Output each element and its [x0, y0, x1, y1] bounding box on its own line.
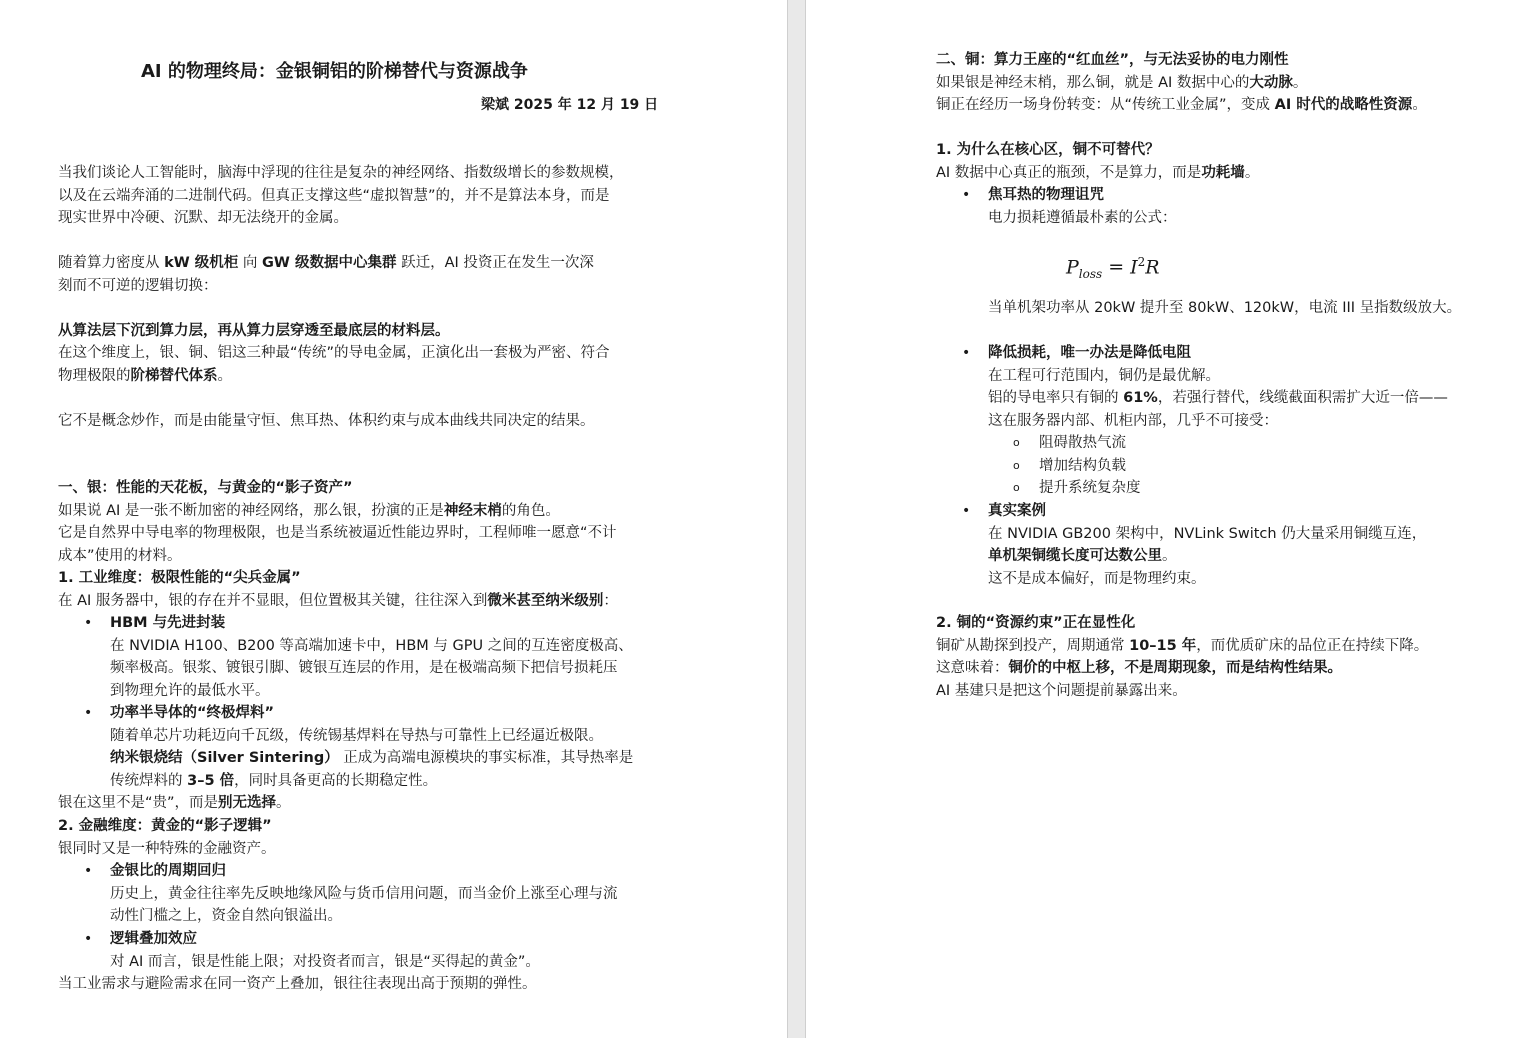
bullet-icon: • — [84, 705, 93, 721]
bullet-1-line-3: 到物理允许的最低水平。 — [110, 683, 270, 699]
sub-item-2: 增加结构负载 — [1039, 458, 1126, 474]
r-bullet-2-line-1: 在工程可行范围内，铜仍是最优解。 — [988, 368, 1220, 384]
key-thesis: 从算法层下沉到算力层，再从算力层穿透至最底层的材料层。 — [58, 323, 450, 339]
intro-line-1: 当我们谈论人工智能时，脑海中浮现的往往是复杂的神经网络、指数级增长的参数规模， — [58, 165, 624, 181]
s1-para-1: 如果说 AI 是一张不断加密的神经网络，那么银，扮演的正是神经末梢的角色。 — [58, 503, 560, 519]
r-bullet-3-line-2: 单机架铜缆长度可达数公里。 — [988, 548, 1177, 564]
bullet-2-title: 功率半导体的“终极焊料” — [110, 705, 275, 721]
para-5: 它不是概念炒作，而是由能量守恒、焦耳热、体积约束与成本曲线共同决定的结果。 — [58, 413, 595, 429]
r-bullet-3-title: 真实案例 — [988, 503, 1046, 519]
bullet-1-title: HBM 与先进封装 — [110, 615, 226, 631]
s1-para-2-line-1: 它是自然界中导电率的物理极限，也是当系统被逼近性能边界时，工程师唯一愿意“不计 — [58, 525, 617, 541]
s1-conclusion: 银在这里不是“贵”，而是别无选择。 — [58, 795, 291, 811]
sub-item-3: 提升系统复杂度 — [1039, 480, 1141, 496]
para-4-line-2: 物理极限的阶梯替代体系。 — [58, 368, 232, 384]
bullet-icon: • — [84, 931, 93, 947]
r-bullet-3-line-3: 这不是成本偏好，而是物理约束。 — [988, 571, 1206, 587]
bullet-3-line-2: 动性门槛之上，资金自然向银溢出。 — [110, 908, 342, 924]
sub-item-1: 阻碍散热气流 — [1039, 435, 1126, 451]
power-loss-formula: $P_{loss} = I^2R$ — [1066, 255, 1160, 282]
s1-h1-para: 在 AI 服务器中，银的存在并不显眼，但位置极其关键，往往深入到微米甚至纳米级别： — [58, 593, 618, 609]
section-2-heading: 二、铜：算力王座的“红血丝”，与无法妥协的电力刚性 — [936, 52, 1289, 68]
circle-bullet-icon: o — [1013, 436, 1020, 449]
section-1-heading: 一、银：性能的天花板，与黄金的“影子资产” — [58, 480, 353, 496]
s2-para-1: 如果银是神经末梢，那么铜，就是 AI 数据中心的大动脉。 — [936, 75, 1308, 91]
bullet-icon: • — [962, 187, 971, 203]
bullet-icon: • — [84, 615, 93, 631]
para-2-line-1: 随着算力密度从 kW 级机柜 向 GW 级数据中心集群 跃迁，AI 投资正在发生一次深 — [58, 255, 594, 271]
bullet-icon: • — [84, 863, 93, 879]
bullet-2-line-2: 纳米银烧结（Silver Sintering） 正成为高端电源模块的事实标准，其导热率是 — [110, 750, 634, 766]
page-gutter — [787, 0, 806, 1038]
s1-subheading-1: 1. 工业维度：极限性能的“尖兵金属” — [58, 570, 301, 586]
s2-h2-line-2: 这意味着：铜价的中枢上移，不是周期现象，而是结构性结果。 — [936, 660, 1342, 676]
bullet-2-line-1: 随着单芯片功耗迈向千瓦级，传统锡基焊料在导热与可靠性上已经逼近极限。 — [110, 728, 603, 744]
r-bullet-3-line-1: 在 NVIDIA GB200 架构中，NVLink Switch 仍大量采用铜缆互连， — [988, 526, 1427, 542]
s1-final: 当工业需求与避险需求在同一资产上叠加，银往往表现出高于预期的弹性。 — [58, 976, 537, 992]
para-4-line-1: 在这个维度上，银、铜、铝这三种最“传统”的导电金属，正演化出一套极为严密、符合 — [58, 345, 610, 361]
circle-bullet-icon: o — [1013, 459, 1020, 472]
r-bullet-1-line-1: 电力损耗遵循最朴素的公式： — [988, 210, 1177, 226]
doc-title: AI 的物理终局：金银铜铝的阶梯替代与资源战争 — [141, 61, 528, 82]
bullet-2-line-3: 传统焊料的 3–5 倍，同时具备更高的长期稳定性。 — [110, 773, 438, 789]
r-bullet-2-line-3: 这在服务器内部、机柜内部，几乎不可接受： — [988, 413, 1278, 429]
bullet-icon: • — [962, 345, 971, 361]
bullet-1-line-1: 在 NVIDIA H100、B200 等高端加速卡中，HBM 与 GPU 之间的互连密度极高、 — [110, 638, 633, 654]
bullet-1-line-2: 频率极高。银浆、镀银引脚、镀银互连层的作用，是在极端高频下把信号损耗压 — [110, 660, 618, 676]
r-bullet-1-line-2: 当单机架功率从 20kW 提升至 80kW、120kW，电流 III 呈指数级放大。 — [988, 300, 1462, 316]
circle-bullet-icon: o — [1013, 481, 1020, 494]
s2-para-2: 铜正在经历一场身份转变：从“传统工业金属”，变成 AI 时代的战略性资源。 — [936, 97, 1427, 113]
bullet-icon: • — [962, 503, 971, 519]
r-bullet-2-title: 降低损耗，唯一办法是降低电阻 — [988, 345, 1191, 361]
s2-h1-para: AI 数据中心真正的瓶颈，不是算力，而是功耗墙。 — [936, 165, 1260, 181]
page-right — [806, 0, 1540, 1038]
s2-h2-line-3: AI 基建只是把这个问题提前暴露出来。 — [936, 683, 1187, 699]
bullet-3-title: 金银比的周期回归 — [110, 863, 226, 879]
s1-subheading-2: 2. 金融维度：黄金的“影子逻辑” — [58, 818, 272, 834]
intro-line-3: 现实世界中冷硬、沉默、却无法绕开的金属。 — [58, 210, 348, 226]
byline: 梁斌 2025 年 12 月 19 日 — [481, 97, 659, 113]
s2-h2-line-1: 铜矿从勘探到投产，周期通常 10–15 年，而优质矿床的品位正在持续下降。 — [936, 638, 1429, 654]
s1-para-2-line-2: 成本”使用的材料。 — [58, 548, 182, 564]
intro-line-2: 以及在云端奔涌的二进制代码。但真正支撑这些“虚拟智慧”的，并不是算法本身，而是 — [58, 188, 610, 204]
r-bullet-2-line-2: 铝的导电率只有铜的 61%，若强行替代，线缆截面积需扩大近一倍—— — [988, 390, 1448, 406]
s1-h2-para: 银同时又是一种特殊的金融资产。 — [58, 841, 276, 857]
bullet-4-title: 逻辑叠加效应 — [110, 931, 197, 947]
bullet-3-line-1: 历史上，黄金往往率先反映地缘风险与货币信用问题，而当金价上涨至心理与流 — [110, 886, 618, 902]
para-2-line-2: 刻而不可逆的逻辑切换： — [58, 278, 218, 294]
bullet-4-line-1: 对 AI 而言，银是性能上限；对投资者而言，银是“买得起的黄金”。 — [110, 954, 540, 970]
r-bullet-1-title: 焦耳热的物理诅咒 — [988, 187, 1104, 203]
s2-subheading-2: 2. 铜的“资源约束”正在显性化 — [936, 615, 1136, 631]
s2-subheading-1: 1. 为什么在核心区，铜不可替代？ — [936, 142, 1160, 158]
